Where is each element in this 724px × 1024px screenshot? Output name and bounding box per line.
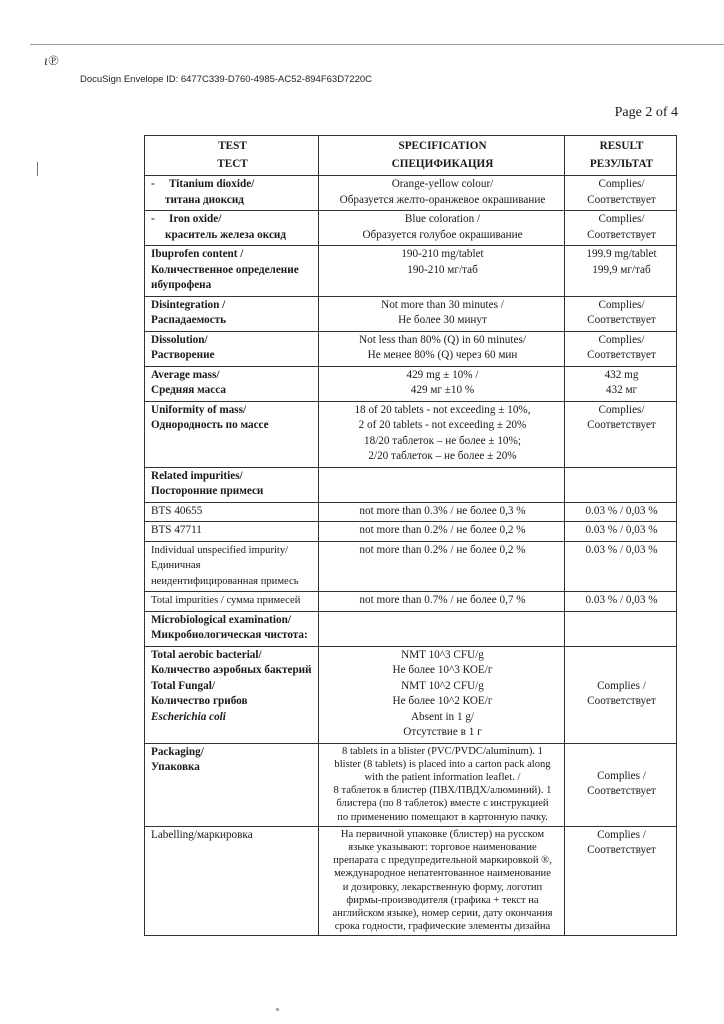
spec-cell: Orange-yellow colour/ Образуется желто-оранжевое окрашивание <box>319 176 565 211</box>
result-cell: 199.9 mg/tablet 199,9 мг/таб <box>565 246 677 297</box>
table-row <box>145 502 677 522</box>
table-row <box>145 331 677 366</box>
test-cell: Individual unspecified impurity/ Единичная неидентифицированная примесь <box>145 541 319 592</box>
result-cell: 0.03 % / 0,03 % <box>565 502 677 522</box>
test-cell: Total aerobic bacterial/ Количество аэробных бактерий Total Fungal/ Количество грибов Escherichia coli <box>145 646 319 743</box>
table-row <box>145 296 677 331</box>
spec-cell: 190-210 mg/tablet 190-210 мг/таб <box>319 246 565 297</box>
test-cell: Total impurities / сумма примесей <box>145 592 319 612</box>
result-cell: Complies/ Соответствует <box>565 401 677 467</box>
test-cell: Disintegration / Распадаемость <box>145 296 319 331</box>
test-cell: Microbiological examination/ Микробиологическая чистота: <box>145 611 319 646</box>
docusign-envelope-id: DocuSign Envelope ID: 6477C339-D760-4985-AC52-894F63D7220C <box>80 74 373 85</box>
spec-cell <box>319 611 565 646</box>
test-cell: Ibuprofen content / Количественное определение ибупрофена <box>145 246 319 297</box>
margin-mark <box>37 162 38 176</box>
header-test: TEST ТЕСТ <box>145 136 319 176</box>
test-cell: Labelling/маркировка <box>145 826 319 936</box>
spec-cell: not more than 0.3% / не более 0,3 % <box>319 502 565 522</box>
result-cell: 0.03 % / 0,03 % <box>565 592 677 612</box>
result-cell: Complies / Соответствует <box>565 826 677 936</box>
table-row <box>145 246 677 297</box>
table-header-row <box>145 136 677 176</box>
table-row <box>145 826 677 936</box>
spec-cell: Not less than 80% (Q) in 60 minutes/ Не менее 80% (Q) через 60 мин <box>319 331 565 366</box>
test-cell: Related impurities/ Посторонние примеси <box>145 467 319 502</box>
table-row <box>145 541 677 592</box>
result-cell: Complies / Соответствует <box>565 743 677 826</box>
spec-cell: 18 of 20 tablets - not exceeding ± 10%, 2 of 20 tablets - not exceeding ± 20% 18/20 таблеток – не более ± 10%; 2/20 таблеток – не более ± 20% <box>319 401 565 467</box>
test-cell: Uniformity of mass/ Однородность по массе <box>145 401 319 467</box>
table-row <box>145 611 677 646</box>
scan-mark: ι℗ <box>44 54 59 69</box>
test-cell: Dissolution/ Растворение <box>145 331 319 366</box>
table-row <box>145 176 677 211</box>
header-specification: SPECIFICATION СПЕЦИФИКАЦИЯ <box>319 136 565 176</box>
table-row <box>145 646 677 743</box>
spec-cell: Blue coloration / Образуется голубое окрашивание <box>319 211 565 246</box>
spec-cell: not more than 0.2% / не более 0,2 % <box>319 522 565 542</box>
table-row <box>145 743 677 826</box>
table-row <box>145 522 677 542</box>
test-cell: Packaging/ Упаковка <box>145 743 319 826</box>
spec-cell: 429 mg ± 10% / 429 мг ±10 % <box>319 366 565 401</box>
test-cell: BTS 40655 <box>145 502 319 522</box>
result-cell: 0.03 % / 0,03 % <box>565 541 677 592</box>
result-cell: Complies/ Соответствует <box>565 211 677 246</box>
table-row <box>145 366 677 401</box>
spec-cell: NMT 10^3 CFU/g Не более 10^3 КОЕ/г NMT 10^2 CFU/g Не более 10^2 КОЕ/г Absent in 1 g/ Отсутствие в 1 г <box>319 646 565 743</box>
spec-cell: Not more than 30 minutes / Не более 30 минут <box>319 296 565 331</box>
table-row <box>145 401 677 467</box>
test-cell: - Titanium dioxide/ титана диоксид <box>145 176 319 211</box>
result-cell: Complies / Соответствует <box>565 646 677 743</box>
test-cell: Average mass/ Средняя масса <box>145 366 319 401</box>
spec-cell: not more than 0.2% / не более 0,2 % <box>319 541 565 592</box>
result-cell: Complies/ Соответствует <box>565 176 677 211</box>
result-cell <box>565 611 677 646</box>
test-cell: - Iron oxide/ краситель железа оксид <box>145 211 319 246</box>
result-cell: 0.03 % / 0,03 % <box>565 522 677 542</box>
table-row <box>145 467 677 502</box>
top-rule <box>30 44 724 45</box>
spec-cell: not more than 0.7% / не более 0,7 % <box>319 592 565 612</box>
table-row <box>145 211 677 246</box>
scan-speck <box>276 1008 279 1011</box>
spec-cell: На первичной упаковке (блистер) на русском языке указывают: торговое наименование препарата с предупредительной маркировкой ®, международное непатентованное наименование и дозировку, лекарственную форму, логотип фирмы-производителя (графика + текст на английском языке), номер серии, дату окончания срока годности, графические элементы дизайна <box>319 826 565 936</box>
spec-cell: 8 tablets in a blister (PVC/PVDC/aluminum). 1 blister (8 tablets) is placed into a carton pack along with the patient information leaflet. / 8 таблеток в блистер (ПВХ/ПВДХ/алюминий). 1 блистера (по 8 таблеток) вместе с инструкцией по применению помещают в картонную пачку. <box>319 743 565 826</box>
result-cell: Complies/ Соответствует <box>565 296 677 331</box>
result-cell <box>565 467 677 502</box>
page-number: Page 2 of 4 <box>614 105 678 120</box>
result-cell: Complies/ Соответствует <box>565 331 677 366</box>
result-cell: 432 mg 432 мг <box>565 366 677 401</box>
test-cell: BTS 47711 <box>145 522 319 542</box>
header-result: RESULT РЕЗУЛЬТАТ <box>565 136 677 176</box>
specification-table <box>144 135 677 936</box>
spec-cell <box>319 467 565 502</box>
table-row <box>145 592 677 612</box>
